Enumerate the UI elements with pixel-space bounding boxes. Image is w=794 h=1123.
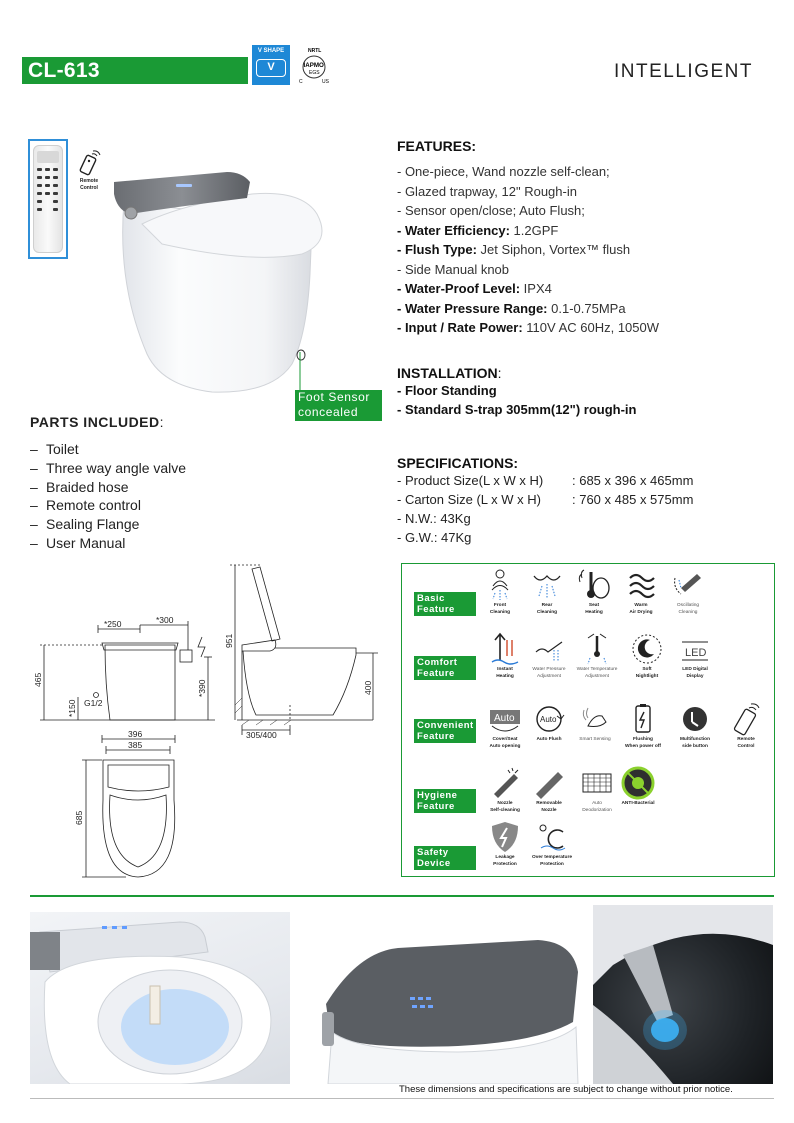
svg-text:LED: LED <box>685 647 707 659</box>
installation-list <box>397 381 636 419</box>
part-item-0: – Toilet <box>30 440 186 459</box>
auto-opening-icon <box>488 702 522 736</box>
foot-sensor-line1: Foot Sensor <box>298 390 370 404</box>
removable-nozzle-feature: Removable Nozzle <box>526 766 572 813</box>
specifications-title: SPECIFICATIONS: <box>397 455 519 471</box>
dim-300: *300 <box>156 615 174 625</box>
part-item-1: – Three way angle valve <box>30 459 186 478</box>
cert-us: US <box>322 79 329 85</box>
features-title: FEATURES: <box>397 138 477 154</box>
battery-icon <box>626 702 660 736</box>
foot-sensor-pointer <box>295 352 305 392</box>
nightlight-icon <box>630 632 664 666</box>
water-temperature-icon <box>580 632 614 666</box>
category-basic: Basic Feature <box>414 592 476 616</box>
smart-sensing-feature: Smart Sensing <box>572 702 618 743</box>
remote-control-icon <box>76 150 102 176</box>
water-pressure-icon <box>532 632 566 666</box>
feature-item-4: - Flush Type: Jet Siphon, Vortex™ flush <box>397 242 631 257</box>
deodorization-icon <box>580 766 614 800</box>
rear-cleaning-icon <box>530 568 564 602</box>
smart-sensing-icon <box>578 702 612 736</box>
dim-150: *150 <box>67 699 77 717</box>
side-button-icon <box>678 702 712 736</box>
page-category: INTELLIGENT <box>614 61 753 82</box>
footer-divider <box>30 1098 774 1099</box>
oscillating-cleaning-feature: Oscillating Cleaning <box>665 568 711 615</box>
installation-item-1: - Standard S-trap 305mm(12") rough-in <box>397 402 637 417</box>
feature-item-1: - Glazed trapway, 12" Rough-in <box>397 183 577 199</box>
anti-bacterial-feature: ANTI-Bacterial <box>615 766 661 807</box>
power-off-flush-feature: Flushing When power off <box>620 702 666 749</box>
instant-heating-feature: Instant Heating <box>482 632 528 679</box>
leakage-protection-feature: Leakage Protection <box>482 820 528 867</box>
removable-nozzle-icon <box>532 766 566 800</box>
spec-item-3: - G.W.: 47Kg <box>397 530 472 545</box>
photo-nozzle-closeup <box>593 905 773 1084</box>
dim-396: 396 <box>128 729 143 739</box>
installation-title: INSTALLATION: <box>397 365 502 381</box>
foot-sensor-label <box>295 390 382 421</box>
technical-drawings <box>30 555 395 885</box>
auto-deodorization-feature: Auto Deodorization <box>574 766 620 813</box>
dim-951: 951 <box>224 633 234 648</box>
remote-caption-line2: Control <box>80 185 98 191</box>
svg-text:Auto: Auto <box>540 715 557 724</box>
part-item-2: – Braided hose <box>30 478 186 497</box>
feature-item-7: - Water Pressure Range: 0.1-0.75MPa <box>397 300 626 316</box>
spec-item-0: - Product Size(L x W x H) : 685 x 396 x 465mm <box>397 473 694 488</box>
remote-screen <box>37 151 59 163</box>
category-comfort: Comfort Feature <box>414 656 476 680</box>
dim-305-400: 305/400 <box>246 730 277 740</box>
dim-g12: G1/2 <box>84 698 103 708</box>
parts-list <box>30 440 186 553</box>
parts-title: PARTS INCLUDED: <box>30 414 165 430</box>
feature-item-8: - Input / Rate Power: 110V AC 60Hz, 1050W <box>397 320 660 335</box>
temperature-icon <box>535 820 569 854</box>
feature-item-0: - One-piece, Wand nozzle self-clean; <box>397 164 610 179</box>
auto-flush-feature: Auto Auto Flush <box>526 702 572 743</box>
vshape-badge <box>252 45 290 85</box>
seat-heating-icon <box>577 568 611 602</box>
vshape-label: V SHAPE <box>257 48 285 54</box>
dim-390: *390 <box>197 679 207 697</box>
part-item-4: – Sealing Flange <box>30 515 186 534</box>
led-display-feature: LED LED Digital Display <box>672 632 718 679</box>
feature-item-5: - Side Manual knob <box>397 261 510 277</box>
remote-buttons <box>35 166 61 250</box>
oscillating-cleaning-icon <box>671 568 705 602</box>
photo-toilet-lid-display <box>318 912 580 1084</box>
category-hygiene: Hygiene Feature <box>414 789 476 813</box>
shield-icon <box>488 820 522 854</box>
cert-c: C <box>299 79 303 85</box>
soft-nightlight-feature: Soft Nightlight <box>624 632 670 679</box>
seat-heating-feature: Seat Heating <box>571 568 617 615</box>
dim-685: 685 <box>74 810 84 825</box>
svg-text:Auto: Auto <box>494 713 515 724</box>
specifications-list <box>397 471 693 547</box>
dim-465: 465 <box>33 672 43 687</box>
nozzle-self-cleaning-icon <box>488 766 522 800</box>
remote-caption-line1: Remote <box>79 178 99 184</box>
iapmo-cert-icon <box>296 46 332 86</box>
warm-air-drying-feature: Warm Air Drying <box>618 568 664 615</box>
nozzle-self-cleaning-feature: Nozzle Self-cleaning <box>482 766 528 813</box>
section-divider <box>30 895 774 897</box>
features-list <box>397 162 787 338</box>
foot-sensor-line2: concealed <box>298 405 359 419</box>
part-item-5: – User Manual <box>30 534 186 553</box>
model-title: CL-613 <box>22 57 248 84</box>
led-display-icon <box>678 632 712 666</box>
feature-panel <box>401 563 775 877</box>
feature-item-3: - Water Efficiency: 1.2GPF <box>397 222 559 238</box>
auto-flush-icon <box>532 702 566 736</box>
dim-250: *250 <box>104 619 122 629</box>
cert-bottom: EGS <box>309 70 320 76</box>
auto-opening-feature: Auto Cover/Seat Auto opening <box>482 702 528 749</box>
category-convenient: Convenient Feature <box>414 719 476 743</box>
water-temperature-feature: Water Temperature Adjustment <box>574 632 620 679</box>
category-safety: Safety Device <box>414 846 476 870</box>
installation-item-0: - Floor Standing <box>397 383 497 398</box>
side-button-feature: Multifunction side button <box>672 702 718 749</box>
spec-item-1: - Carton Size (L x W x H) : 760 x 485 x 575mm <box>397 492 694 507</box>
remote-caption <box>74 178 104 192</box>
anti-bacterial-icon <box>621 766 655 800</box>
remote-feature: Remote Control <box>723 702 769 749</box>
front-cleaning-feature: Front Cleaning <box>477 568 523 615</box>
cert-top: NRTL <box>308 48 322 54</box>
dim-385: 385 <box>128 740 143 750</box>
over-temperature-feature: Over temperature Protection <box>529 820 575 867</box>
disclaimer-text: These dimensions and specifications are subject to change without prior notice. <box>399 1084 733 1095</box>
vshape-icon: V <box>256 59 286 77</box>
water-pressure-feature: Water Pressure Adjustment <box>526 632 572 679</box>
cert-mid: IAPMO <box>303 62 324 69</box>
spec-item-2: - N.W.: 43Kg <box>397 511 471 526</box>
feature-item-6: - Water-Proof Level: IPX4 <box>397 281 552 296</box>
instant-heating-icon <box>488 632 522 666</box>
remote-icon <box>729 702 763 736</box>
rear-cleaning-feature: Rear Cleaning <box>524 568 570 615</box>
photo-toilet-open-lid <box>30 912 290 1084</box>
feature-item-2: - Sensor open/close; Auto Flush; <box>397 203 585 218</box>
front-cleaning-icon <box>483 568 517 602</box>
part-item-3: – Remote control <box>30 496 186 515</box>
warm-air-drying-icon <box>624 568 658 602</box>
dim-400: 400 <box>363 680 373 695</box>
